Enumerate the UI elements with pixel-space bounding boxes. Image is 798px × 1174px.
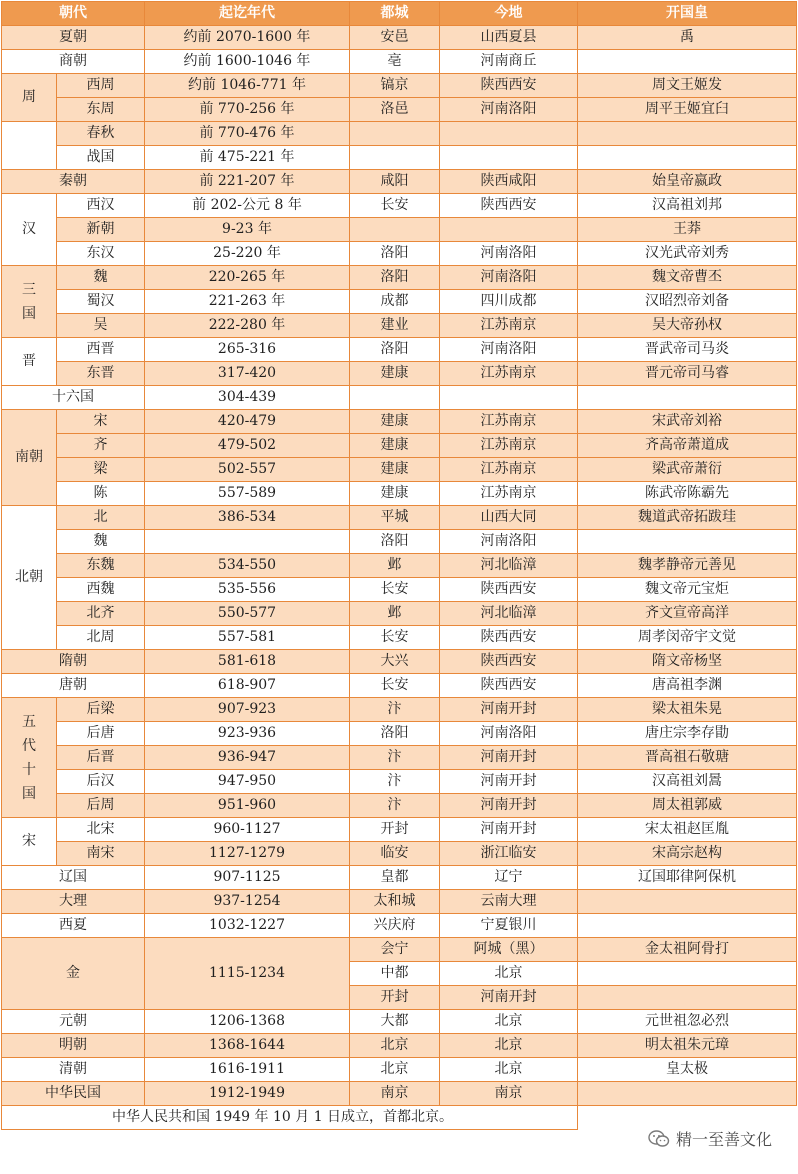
subdynasty-cell: 北齐 [57, 602, 145, 626]
place-cell: 陕西西安 [440, 674, 578, 698]
place-cell: 河南开封 [440, 698, 578, 722]
subdynasty-cell: 后晋 [57, 746, 145, 770]
place-cell: 宁夏银川 [440, 914, 578, 938]
founder-cell [578, 146, 797, 170]
capital-cell [350, 122, 440, 146]
table-row [2, 818, 797, 842]
years-cell: 前 475-221 年 [145, 146, 350, 170]
years-cell: 923-936 [145, 722, 350, 746]
founder-cell: 辽国耶律阿保机 [578, 866, 797, 890]
years-cell: 420-479 [145, 410, 350, 434]
table-row [2, 626, 797, 650]
founder-cell [578, 962, 797, 986]
table-header-row [2, 2, 797, 26]
years-cell: 534-550 [145, 554, 350, 578]
capital-cell: 南京 [350, 1082, 440, 1106]
capital-cell: 洛阳 [350, 530, 440, 554]
founder-cell: 始皇帝嬴政 [578, 170, 797, 194]
years-cell: 1127-1279 [145, 842, 350, 866]
years-cell: 9-23 年 [145, 218, 350, 242]
years-cell [145, 530, 350, 554]
table-row [2, 1010, 797, 1034]
subdynasty-cell: 北宋 [57, 818, 145, 842]
years-cell: 907-1125 [145, 866, 350, 890]
years-cell: 前 202-公元 8 年 [145, 194, 350, 218]
subdynasty-cell: 春秋 [57, 122, 145, 146]
place-cell [440, 218, 578, 242]
place-cell: 陕西西安 [440, 194, 578, 218]
place-cell: 北京 [440, 1058, 578, 1082]
place-cell: 河南开封 [440, 770, 578, 794]
place-cell: 江苏南京 [440, 410, 578, 434]
dynasty-group-cell [2, 122, 57, 170]
capital-cell: 长安 [350, 578, 440, 602]
table-row [2, 1034, 797, 1058]
capital-cell [350, 386, 440, 410]
wechat-icon [648, 1130, 670, 1148]
years-cell: 220-265 年 [145, 266, 350, 290]
founder-cell: 汉光武帝刘秀 [578, 242, 797, 266]
founder-cell [578, 50, 797, 74]
founder-cell: 晋高祖石敬瑭 [578, 746, 797, 770]
capital-cell: 洛阳 [350, 338, 440, 362]
subdynasty-cell: 北周 [57, 626, 145, 650]
founder-cell: 周文王姬发 [578, 74, 797, 98]
table-row [2, 794, 797, 818]
place-cell [440, 122, 578, 146]
years-cell: 221-263 年 [145, 290, 350, 314]
subdynasty-cell: 齐 [57, 434, 145, 458]
founder-cell: 晋武帝司马炎 [578, 338, 797, 362]
subdynasty-cell: 西魏 [57, 578, 145, 602]
capital-cell: 大都 [350, 1010, 440, 1034]
dynasty-group-cell: 晋 [2, 338, 57, 386]
founder-cell: 元世祖忽必烈 [578, 1010, 797, 1034]
founder-cell: 梁太祖朱晃 [578, 698, 797, 722]
founder-cell: 周太祖郭威 [578, 794, 797, 818]
footer-blank [578, 1106, 797, 1130]
founder-cell: 魏文帝元宝炬 [578, 578, 797, 602]
founder-cell: 周平王姬宜臼 [578, 98, 797, 122]
capital-cell: 汴 [350, 770, 440, 794]
founder-cell: 隋文帝杨坚 [578, 650, 797, 674]
col-header-capital: 都城 [350, 2, 440, 26]
dynasty-cell: 十六国 [2, 386, 145, 410]
dynasty-group-cell: 宋 [2, 818, 57, 866]
years-cell: 951-960 [145, 794, 350, 818]
place-cell [440, 386, 578, 410]
years-cell: 535-556 [145, 578, 350, 602]
capital-cell [350, 146, 440, 170]
table-row [2, 170, 797, 194]
subdynasty-cell: 新朝 [57, 218, 145, 242]
years-cell: 1206-1368 [145, 1010, 350, 1034]
capital-cell: 汴 [350, 698, 440, 722]
capital-cell: 亳 [350, 50, 440, 74]
place-cell: 山西大同 [440, 506, 578, 530]
founder-cell: 汉昭烈帝刘备 [578, 290, 797, 314]
place-cell: 辽宁 [440, 866, 578, 890]
years-cell: 前 221-207 年 [145, 170, 350, 194]
dynasty-cell: 商朝 [2, 50, 145, 74]
dynasty-cell: 清朝 [2, 1058, 145, 1082]
table-row [2, 98, 797, 122]
place-cell: 河南开封 [440, 794, 578, 818]
subdynasty-cell: 后周 [57, 794, 145, 818]
table-row [2, 602, 797, 626]
subdynasty-cell: 吴 [57, 314, 145, 338]
dynasty-cell: 隋朝 [2, 650, 145, 674]
table-row [2, 26, 797, 50]
capital-cell: 洛阳 [350, 266, 440, 290]
place-cell: 陕西西安 [440, 626, 578, 650]
years-cell: 386-534 [145, 506, 350, 530]
subdynasty-cell: 后唐 [57, 722, 145, 746]
table-row [2, 842, 797, 866]
capital-cell: 兴庆府 [350, 914, 440, 938]
capital-cell: 开封 [350, 986, 440, 1010]
place-cell: 河南开封 [440, 746, 578, 770]
founder-cell: 魏道武帝拓跋珪 [578, 506, 797, 530]
dynasty-group-cell: 周 [2, 74, 57, 122]
table-row [2, 746, 797, 770]
capital-cell: 汴 [350, 746, 440, 770]
capital-cell [350, 218, 440, 242]
table-row [2, 1058, 797, 1082]
subdynasty-cell: 南宋 [57, 842, 145, 866]
place-cell: 河南洛阳 [440, 530, 578, 554]
subdynasty-cell: 东周 [57, 98, 145, 122]
capital-cell: 建康 [350, 410, 440, 434]
subdynasty-cell: 东汉 [57, 242, 145, 266]
years-cell: 222-280 年 [145, 314, 350, 338]
place-cell: 河南开封 [440, 986, 578, 1010]
years-cell: 479-502 [145, 434, 350, 458]
years-cell: 550-577 [145, 602, 350, 626]
capital-cell: 临安 [350, 842, 440, 866]
dynasty-cell: 中华民国 [2, 1082, 145, 1106]
founder-cell: 宋武帝刘裕 [578, 410, 797, 434]
table-row [2, 434, 797, 458]
place-cell: 陕西西安 [440, 650, 578, 674]
subdynasty-cell: 战国 [57, 146, 145, 170]
table-row [2, 146, 797, 170]
place-cell: 四川成都 [440, 290, 578, 314]
table-footer-row [2, 1106, 797, 1130]
founder-cell: 宋太祖赵匡胤 [578, 818, 797, 842]
dynasty-cell: 夏朝 [2, 26, 145, 50]
subdynasty-cell: 梁 [57, 458, 145, 482]
place-cell: 江苏南京 [440, 482, 578, 506]
dynasty-cell: 唐朝 [2, 674, 145, 698]
dynasty-cell: 元朝 [2, 1010, 145, 1034]
years-cell: 1616-1911 [145, 1058, 350, 1082]
years-cell: 前 770-256 年 [145, 98, 350, 122]
capital-cell: 建业 [350, 314, 440, 338]
years-cell: 约前 1046-771 年 [145, 74, 350, 98]
group-label-five-dynasties: 五代十国 [22, 713, 36, 802]
table-row [2, 554, 797, 578]
years-cell: 317-420 [145, 362, 350, 386]
dynasty-group-cell: 南朝 [2, 410, 57, 506]
table-row [2, 122, 797, 146]
table-row [2, 506, 797, 530]
subdynasty-cell: 西周 [57, 74, 145, 98]
subdynasty-cell: 东魏 [57, 554, 145, 578]
table-row [2, 266, 797, 290]
founder-cell: 晋元帝司马睿 [578, 362, 797, 386]
place-cell: 陕西西安 [440, 578, 578, 602]
place-cell: 江苏南京 [440, 314, 578, 338]
table-row [2, 866, 797, 890]
capital-cell: 建康 [350, 458, 440, 482]
years-cell: 907-923 [145, 698, 350, 722]
place-cell [440, 146, 578, 170]
capital-cell: 建康 [350, 362, 440, 386]
subdynasty-cell: 西汉 [57, 194, 145, 218]
capital-cell: 平城 [350, 506, 440, 530]
table-row [2, 410, 797, 434]
founder-cell: 吴大帝孙权 [578, 314, 797, 338]
founder-cell: 宋高宗赵构 [578, 842, 797, 866]
place-cell: 河南洛阳 [440, 98, 578, 122]
capital-cell: 建康 [350, 434, 440, 458]
table-row [2, 530, 797, 554]
table-row [2, 722, 797, 746]
capital-cell: 开封 [350, 818, 440, 842]
capital-cell: 安邑 [350, 26, 440, 50]
col-header-place: 今地 [440, 2, 578, 26]
years-cell: 960-1127 [145, 818, 350, 842]
years-cell: 937-1254 [145, 890, 350, 914]
founder-cell: 明太祖朱元璋 [578, 1034, 797, 1058]
table-row [2, 698, 797, 722]
place-cell: 阿城（黑） [440, 938, 578, 962]
capital-cell: 邺 [350, 554, 440, 578]
capital-cell: 咸阳 [350, 170, 440, 194]
subdynasty-cell: 北 [57, 506, 145, 530]
place-cell: 北京 [440, 1034, 578, 1058]
founder-cell [578, 530, 797, 554]
place-cell: 陕西咸阳 [440, 170, 578, 194]
col-header-dynasty: 朝代 [2, 2, 145, 26]
founder-cell: 魏孝静帝元善见 [578, 554, 797, 578]
capital-cell: 成都 [350, 290, 440, 314]
capital-cell: 北京 [350, 1034, 440, 1058]
capital-cell: 长安 [350, 626, 440, 650]
years-cell: 557-589 [145, 482, 350, 506]
founder-cell: 齐文宣帝高洋 [578, 602, 797, 626]
table-row [2, 362, 797, 386]
dynasty-cell: 明朝 [2, 1034, 145, 1058]
table-row [2, 890, 797, 914]
capital-cell: 北京 [350, 1058, 440, 1082]
subdynasty-cell: 东晋 [57, 362, 145, 386]
founder-cell: 齐高帝萧道成 [578, 434, 797, 458]
capital-cell: 邺 [350, 602, 440, 626]
years-cell: 304-439 [145, 386, 350, 410]
place-cell: 河南洛阳 [440, 338, 578, 362]
capital-cell: 汴 [350, 794, 440, 818]
dynasty-group-cell [2, 266, 57, 338]
dynasty-group-cell: 汉 [2, 194, 57, 266]
table-row [2, 314, 797, 338]
subdynasty-cell: 魏 [57, 266, 145, 290]
place-cell: 北京 [440, 1010, 578, 1034]
capital-cell: 洛阳 [350, 722, 440, 746]
founder-cell [578, 986, 797, 1010]
place-cell: 江苏南京 [440, 434, 578, 458]
table-row [2, 1082, 797, 1106]
founder-cell: 禹 [578, 26, 797, 50]
founder-cell [578, 122, 797, 146]
table-row [2, 242, 797, 266]
founder-cell: 梁武帝萧衍 [578, 458, 797, 482]
col-header-years: 起讫年代 [145, 2, 350, 26]
years-cell: 1115-1234 [145, 938, 350, 1010]
years-cell: 618-907 [145, 674, 350, 698]
place-cell: 山西夏县 [440, 26, 578, 50]
table-row [2, 674, 797, 698]
place-cell: 浙江临安 [440, 842, 578, 866]
years-cell: 502-557 [145, 458, 350, 482]
founder-cell: 皇太极 [578, 1058, 797, 1082]
capital-cell: 洛阳 [350, 242, 440, 266]
capital-cell: 会宁 [350, 938, 440, 962]
place-cell: 河北临漳 [440, 554, 578, 578]
dynasty-cell: 金 [2, 938, 145, 1010]
years-cell: 1912-1949 [145, 1082, 350, 1106]
dynasty-cell: 西夏 [2, 914, 145, 938]
place-cell: 河南商丘 [440, 50, 578, 74]
founder-cell: 唐庄宗李存勖 [578, 722, 797, 746]
table-row [2, 578, 797, 602]
dynasty-cell: 秦朝 [2, 170, 145, 194]
table-row [2, 218, 797, 242]
table-row [2, 770, 797, 794]
founder-cell [578, 1082, 797, 1106]
dynasty-group-cell [2, 698, 57, 818]
place-cell: 陕西西安 [440, 74, 578, 98]
dynasty-cell: 辽国 [2, 866, 145, 890]
capital-cell: 中都 [350, 962, 440, 986]
subdynasty-cell: 后汉 [57, 770, 145, 794]
years-cell: 557-581 [145, 626, 350, 650]
capital-cell: 洛邑 [350, 98, 440, 122]
dynasty-table [1, 1, 797, 1130]
years-cell: 前 770-476 年 [145, 122, 350, 146]
years-cell: 25-220 年 [145, 242, 350, 266]
place-cell: 河南洛阳 [440, 266, 578, 290]
place-cell: 南京 [440, 1082, 578, 1106]
capital-cell: 太和城 [350, 890, 440, 914]
watermark-text: 精一至善文化 [675, 1130, 772, 1149]
subdynasty-cell: 西晋 [57, 338, 145, 362]
capital-cell: 长安 [350, 674, 440, 698]
years-cell: 947-950 [145, 770, 350, 794]
capital-cell: 建康 [350, 482, 440, 506]
subdynasty-cell: 宋 [57, 410, 145, 434]
founder-cell: 金太祖阿骨打 [578, 938, 797, 962]
place-cell: 北京 [440, 962, 578, 986]
founder-cell [578, 914, 797, 938]
capital-cell: 皇都 [350, 866, 440, 890]
table-row [2, 386, 797, 410]
table-row [2, 194, 797, 218]
subdynasty-cell: 蜀汉 [57, 290, 145, 314]
table-row [2, 74, 797, 98]
years-cell: 约前 1600-1046 年 [145, 50, 350, 74]
group-label-three-kingdoms: 三国 [22, 281, 36, 322]
years-cell: 1368-1644 [145, 1034, 350, 1058]
place-cell: 江苏南京 [440, 458, 578, 482]
place-cell: 河南开封 [440, 818, 578, 842]
founder-cell: 唐高祖李渊 [578, 674, 797, 698]
capital-cell: 镐京 [350, 74, 440, 98]
table-row [2, 338, 797, 362]
founder-cell: 王莽 [578, 218, 797, 242]
table-row [2, 938, 797, 962]
place-cell: 江苏南京 [440, 362, 578, 386]
place-cell: 河南洛阳 [440, 242, 578, 266]
years-cell: 936-947 [145, 746, 350, 770]
founder-cell [578, 890, 797, 914]
years-cell: 265-316 [145, 338, 350, 362]
table-row [2, 914, 797, 938]
table-row [2, 458, 797, 482]
founder-cell: 汉高祖刘暠 [578, 770, 797, 794]
col-header-founder: 开国皇 [578, 2, 797, 26]
founder-cell: 周孝闵帝宇文觉 [578, 626, 797, 650]
founder-cell [578, 386, 797, 410]
founder-cell: 汉高祖刘邦 [578, 194, 797, 218]
subdynasty-cell: 魏 [57, 530, 145, 554]
years-cell: 581-618 [145, 650, 350, 674]
founder-cell: 陈武帝陈霸先 [578, 482, 797, 506]
place-cell: 河北临漳 [440, 602, 578, 626]
table-row [2, 290, 797, 314]
place-cell: 河南洛阳 [440, 722, 578, 746]
watermark [648, 1127, 772, 1150]
subdynasty-cell: 陈 [57, 482, 145, 506]
subdynasty-cell: 后梁 [57, 698, 145, 722]
capital-cell: 大兴 [350, 650, 440, 674]
capital-cell: 长安 [350, 194, 440, 218]
years-cell: 约前 2070-1600 年 [145, 26, 350, 50]
dynasty-group-cell: 北朝 [2, 506, 57, 650]
table-row [2, 50, 797, 74]
place-cell: 云南大理 [440, 890, 578, 914]
table-row [2, 482, 797, 506]
dynasty-cell: 大理 [2, 890, 145, 914]
years-cell: 1032-1227 [145, 914, 350, 938]
founder-cell: 魏文帝曹丕 [578, 266, 797, 290]
footer-note: 中华人民共和国 1949 年 10 月 1 日成立，首都北京。 [2, 1106, 578, 1130]
table-row [2, 650, 797, 674]
